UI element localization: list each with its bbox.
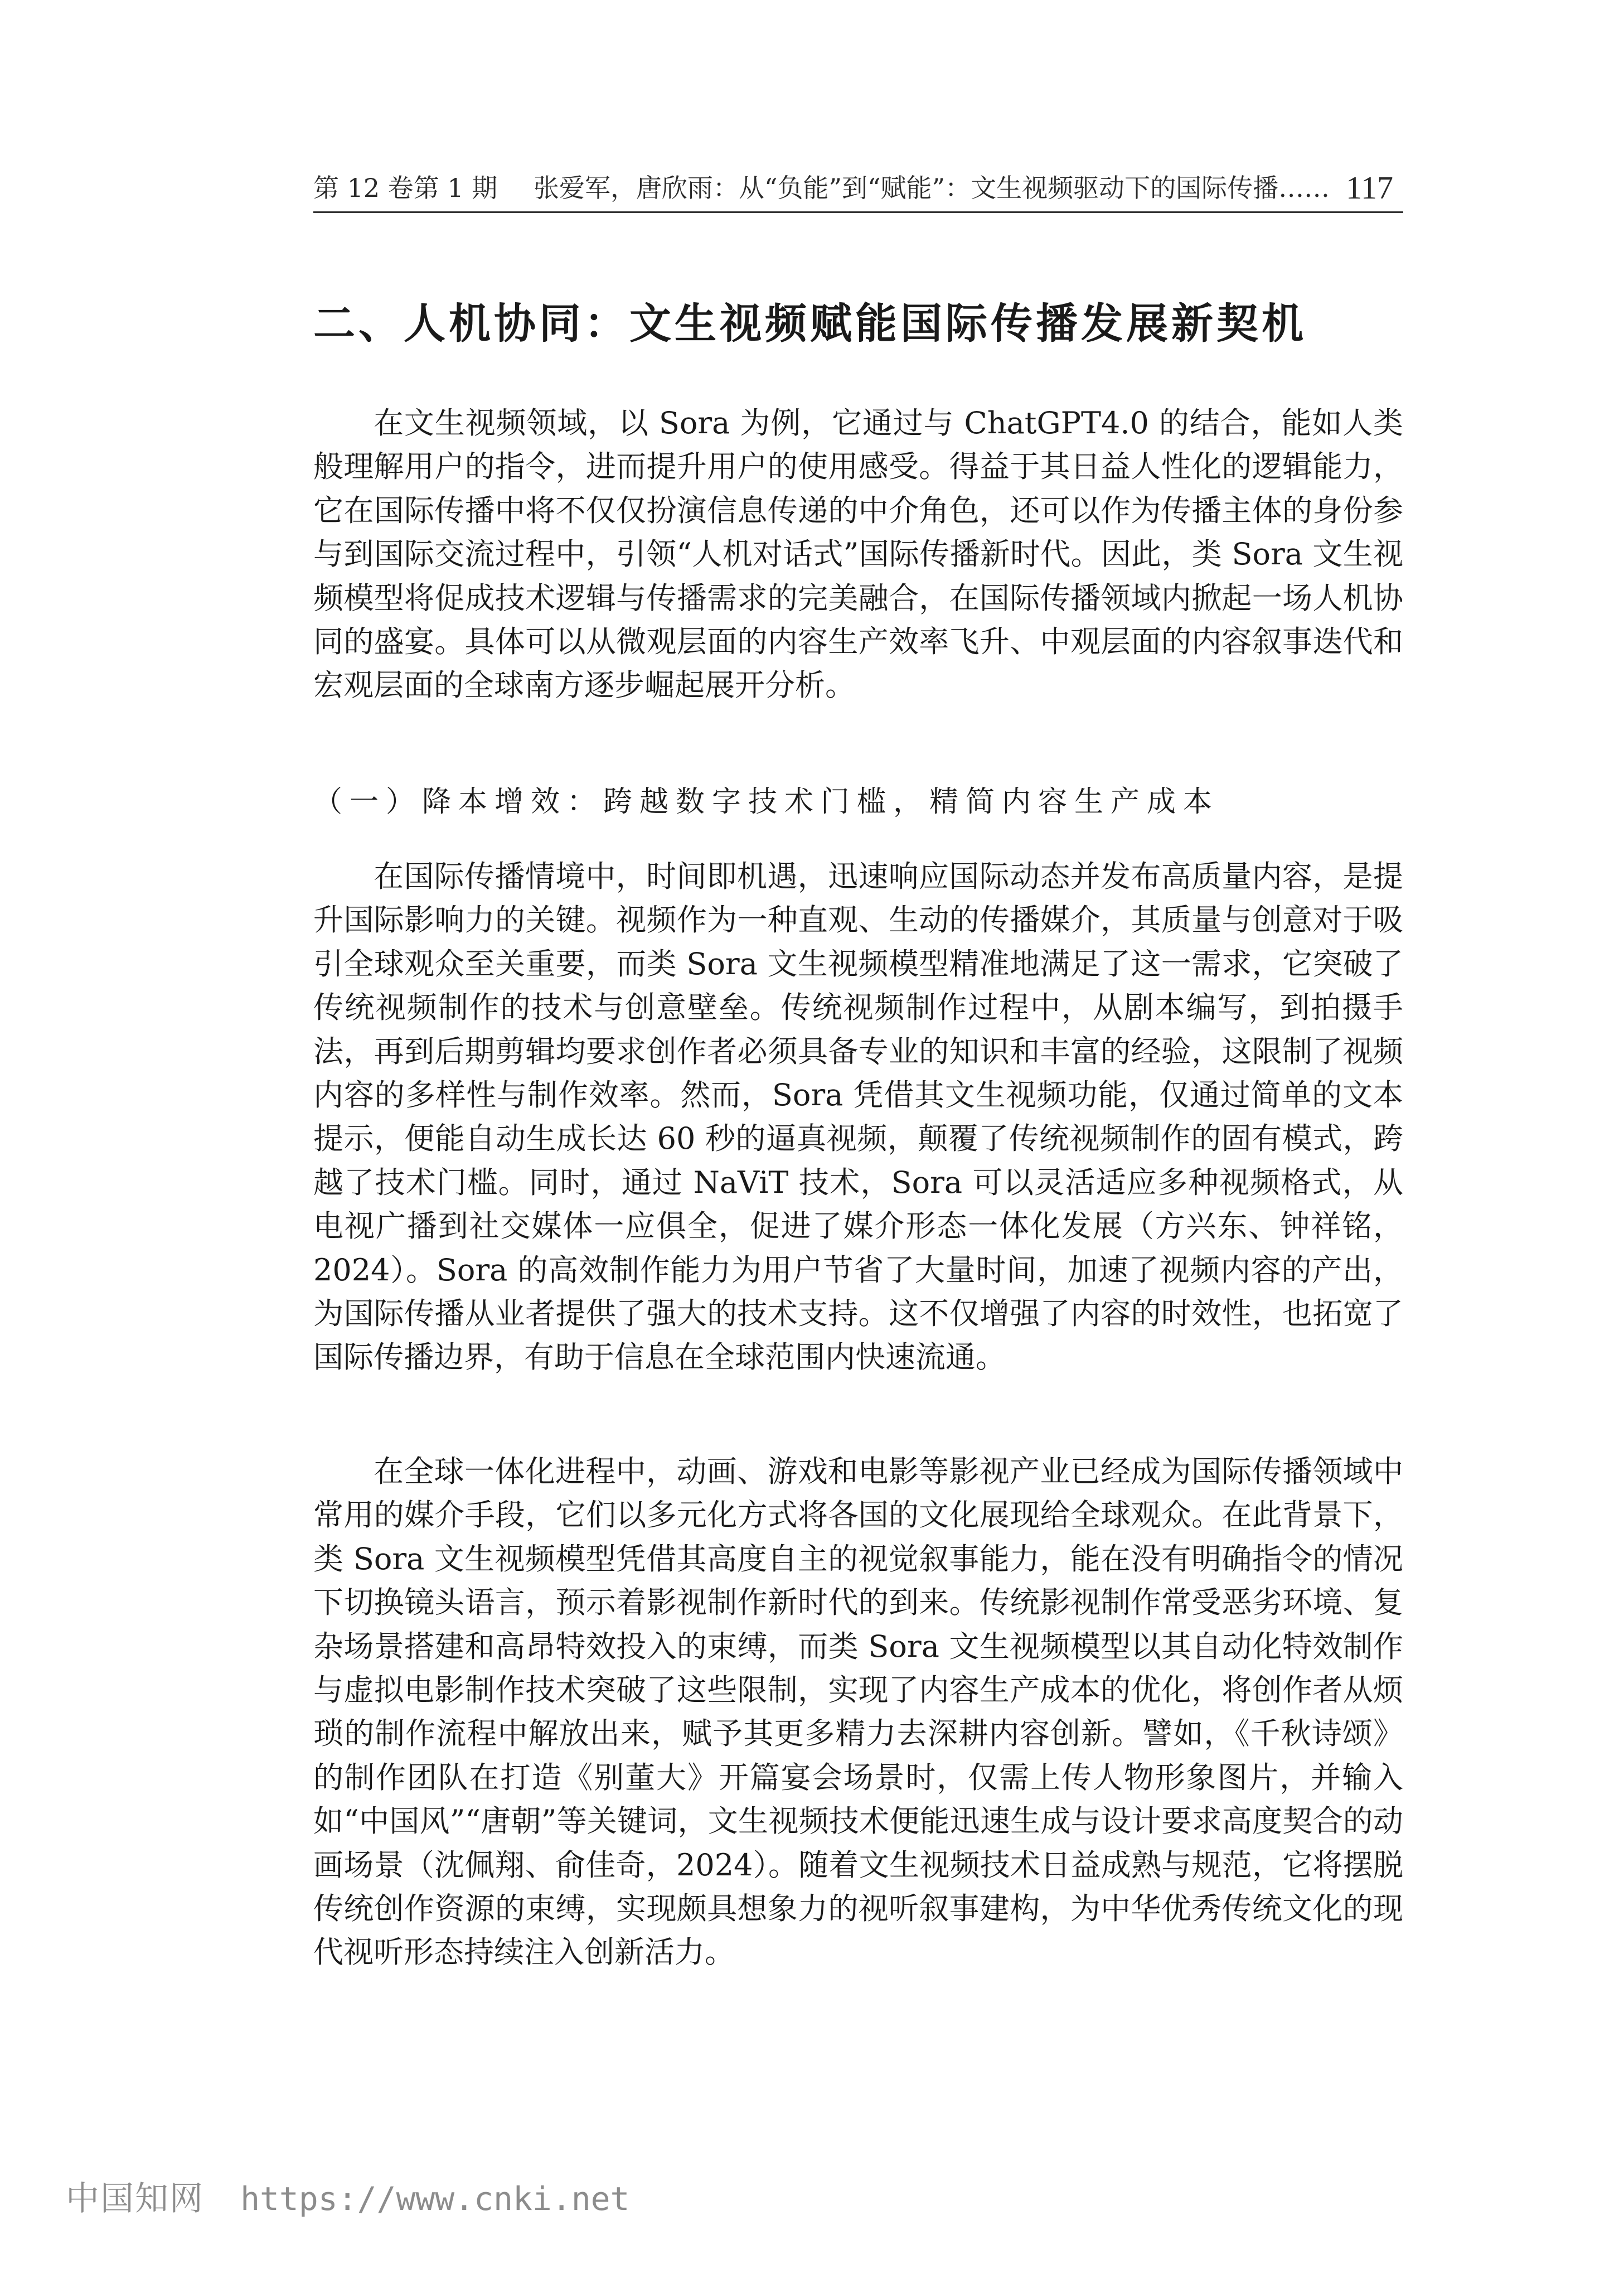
- article-running-title: 张爱军，唐欣雨：从“负能”到“赋能”：文生视频驱动下的国际传播……: [534, 173, 1330, 203]
- body-paragraph-2: 在国际传播情境中，时间即机遇，迅速响应国际动态并发布高质量内容，是提升国际影响力的关键。视频作为一种直观、生动的传播媒介，其质量与创意对于吸引全球观众至关重要，而类 Sora 文生视频模型精准地满足了这一需求，它突破了传统视频制作的技术与创意壁垒。传统视频制作过程中，从剧本编写，到拍摄手法，再到后期剪辑均要求创作者必须具备专业的知识和丰富的经验，这限制了视频内容的多样性与制作效率。然而，Sora 凭借其文生视频功能，仅通过简单的文本提示，便能自动生成长达 60 秒的逼真视频，颠覆了传统视频制作的固有模式，跨越了技术门槛。同时，通过 NaViT 技术，Sora 可以灵活适应多种视频格式，从电视广播到社交媒体一应俱全，促进了媒介形态一体化发展（方兴东、钟祥铭，2024）。Sora 的高效制作能力为用户节省了大量时间，加速了视频内容的产出，为国际传播从业者提供了强大的技术支持。这不仅增强了内容的时效性，也拓宽了国际传播边界，有助于信息在全球范围内快速流通。: [313, 859, 1403, 1375]
- section-heading: 二、人机协同：文生视频赋能国际传播发展新契机: [313, 299, 1307, 348]
- page-number: 117: [1346, 170, 1393, 206]
- journal-issue: 第 12 卷第 1 期: [313, 173, 498, 203]
- subsection-heading: （一）降本增效：跨越数字技术门槛，精简内容生产成本: [313, 785, 1220, 819]
- watermark-url: https://www.cnki.net: [240, 2180, 630, 2218]
- cnki-watermark: [66, 2174, 629, 2224]
- body-paragraph-3: 在全球一体化进程中，动画、游戏和电影等影视产业已经成为国际传播领域中常用的媒介手段，它们以多元化方式将各国的文化展现给全球观众。在此背景下，类 Sora 文生视频模型凭借其高度自主的视觉叙事能力，能在没有明确指令的情况下切换镜头语言，预示着影视制作新时代的到来。传统影视制作常受恶劣环境、复杂场景搭建和高昂特效投入的束缚，而类 Sora 文生视频模型以其自动化特效制作与虚拟电影制作技术突破了这些限制，实现了内容生产成本的优化，将创作者从烦琐的制作流程中解放出来，赋予其更多精力去深耕内容创新。譬如，《千秋诗颂》的制作团队在打造《别董大》开篇宴会场景时，仅需上传人物形象图片，并输入如“中国风”“唐朝”等关键词，文生视频技术便能迅速生成与设计要求高度契合的动画场景（沈佩翔、俞佳奇，2024）。随着文生视频技术日益成熟与规范，它将摆脱传统创作资源的束缚，实现颇具想象力的视听叙事建构，为中华优秀传统文化的现代视听形态持续注入创新活力。: [313, 1454, 1403, 1970]
- running-header: [313, 165, 1403, 213]
- body-paragraph-1: 在文生视频领域，以 Sora 为例，它通过与 ChatGPT4.0 的结合，能如人类般理解用户的指令，进而提升用户的使用感受。得益于其日益人性化的逻辑能力，它在国际传播中将不仅仅扮演信息传递的中介角色，还可以作为传播主体的身份参与到国际交流过程中，引领“人机对话式”国际传播新时代。因此，类 Sora 文生视频模型将促成技术逻辑与传播需求的完美融合，在国际传播领域内掀起一场人机协同的盛宴。具体可以从微观层面的内容生产效率飞升、中观层面的内容叙事迭代和宏观层面的全球南方逐步崛起展开分析。: [313, 405, 1403, 703]
- watermark-site-name: 中国知网: [66, 2179, 204, 2218]
